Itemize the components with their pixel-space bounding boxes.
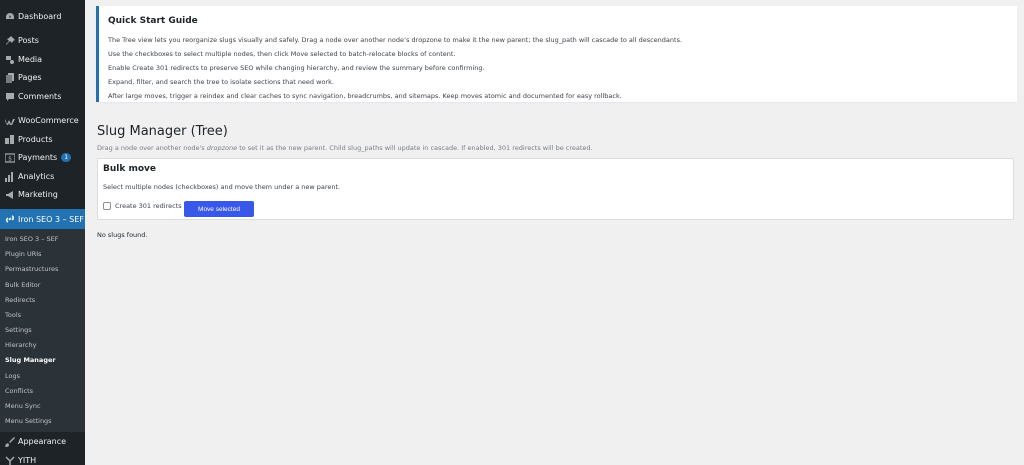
menu-item-pages[interactable]	[0, 68, 85, 87]
pin-icon	[4, 35, 15, 46]
notice-line: The Tree view lets you reorganize slugs visually and safely. Drag a node over another node’s dropzone to make it the new parent; the slug_path will cascade to all descendants.	[108, 36, 683, 44]
quick-start-notice	[96, 6, 1017, 102]
create-redirects-checkbox[interactable]	[103, 202, 111, 210]
menu-item-payments[interactable]	[0, 148, 85, 167]
media-icon	[4, 54, 15, 65]
menu-item-label: Analytics	[18, 172, 55, 181]
submenu-item-plugin-uris[interactable]: Plugin URIs	[5, 250, 42, 258]
submenu-item-iron-seo[interactable]: Iron SEO 3 – SEF	[5, 235, 59, 243]
yith-icon	[4, 455, 15, 465]
menu-item-label: Payments 1	[18, 152, 71, 163]
appearance-icon	[4, 436, 15, 447]
menu-item-comments[interactable]	[0, 87, 85, 106]
link-icon	[4, 213, 15, 224]
move-selected-button[interactable]: Move selected	[184, 201, 254, 217]
menu-item-analytics[interactable]	[0, 167, 85, 186]
main-content	[85, 0, 1024, 465]
payments-badge: 1	[61, 153, 71, 162]
menu-item-label: Pages	[18, 73, 42, 82]
menu-item-label: Products	[18, 135, 53, 144]
notice-title: Quick Start Guide	[108, 16, 198, 26]
admin-sidebar	[0, 0, 85, 465]
menu-item-label: Posts	[18, 36, 39, 45]
comment-icon	[4, 91, 15, 102]
notice-line: Expand, filter, and search the tree to isolate sections that need work.	[108, 78, 334, 86]
submenu-item-redirects[interactable]: Redirects	[5, 296, 36, 304]
menu-item-dashboard[interactable]	[0, 7, 85, 26]
menu-item-label: Dashboard	[18, 12, 62, 21]
page-title: Slug Manager (Tree)	[97, 124, 228, 139]
notice-line: Enable Create 301 redirects to preserve SEO while changing hierarchy, and review the summary before confirming.	[108, 64, 485, 72]
woocommerce-icon	[4, 115, 15, 126]
menu-item-yith[interactable]	[0, 451, 85, 465]
submenu-item-slug-manager[interactable]: Slug Manager	[5, 356, 56, 364]
page-description: Drag a node over another node's dropzone to set it as the new parent. Child slug_paths will update in cascade. If enabled, 301 redirects will be created.	[97, 144, 593, 152]
submenu-item-tools[interactable]: Tools	[5, 311, 22, 319]
submenu-item-menu-sync[interactable]: Menu Sync	[5, 402, 41, 410]
menu-item-iron-seo[interactable]	[0, 209, 85, 229]
submenu-item-settings[interactable]: Settings	[5, 326, 32, 334]
menu-item-label: Media	[18, 55, 43, 64]
notice-line: After large moves, trigger a reindex and clear caches to sync navigation, breadcrumbs, and sitemaps. Keep moves atomic and documented for easy rollback.	[108, 92, 622, 100]
bulk-move-hint: Select multiple nodes (checkboxes) and move them under a new parent.	[103, 183, 341, 191]
submenu-item-conflicts[interactable]: Conflicts	[5, 387, 34, 395]
menu-item-products[interactable]	[0, 130, 85, 149]
pages-icon	[4, 72, 15, 83]
create-redirects-label[interactable]: Create 301 redirects	[115, 202, 182, 210]
menu-item-label: Iron SEO 3 – SEF	[18, 215, 84, 224]
svg-text:$: $	[7, 155, 12, 162]
menu-item-media[interactable]	[0, 50, 85, 69]
dashboard-icon	[4, 11, 15, 22]
menu-item-label: Comments	[18, 92, 62, 101]
payments-icon	[4, 152, 15, 163]
submenu-item-logs[interactable]: Logs	[5, 372, 20, 380]
notice-line: Use the checkboxes to select multiple nodes, then click Move selected to batch-relocate blocks of content.	[108, 50, 456, 58]
menu-item-appearance[interactable]	[0, 432, 85, 451]
menu-item-posts[interactable]	[0, 31, 85, 50]
bulk-move-panel	[97, 158, 1014, 220]
menu-item-marketing[interactable]	[0, 185, 85, 204]
bulk-move-title: Bulk move	[103, 164, 157, 174]
menu-item-woocommerce[interactable]	[0, 111, 85, 130]
submenu-item-bulk-editor[interactable]: Bulk Editor	[5, 281, 41, 289]
menu-item-label: Appearance	[18, 437, 67, 446]
empty-message: No slugs found.	[97, 231, 148, 239]
menu-item-label: Marketing	[18, 190, 58, 199]
menu-item-label: YITH	[18, 456, 37, 465]
submenu-item-hierarchy[interactable]: Hierarchy	[5, 341, 37, 349]
analytics-icon	[4, 171, 15, 182]
menu-item-label: WooCommerce	[18, 116, 79, 125]
megaphone-icon	[4, 189, 15, 200]
submenu-item-permastructures[interactable]: Permastructures	[5, 265, 59, 273]
submenu-item-menu-settings[interactable]: Menu Settings	[5, 417, 52, 425]
products-icon	[4, 134, 15, 145]
